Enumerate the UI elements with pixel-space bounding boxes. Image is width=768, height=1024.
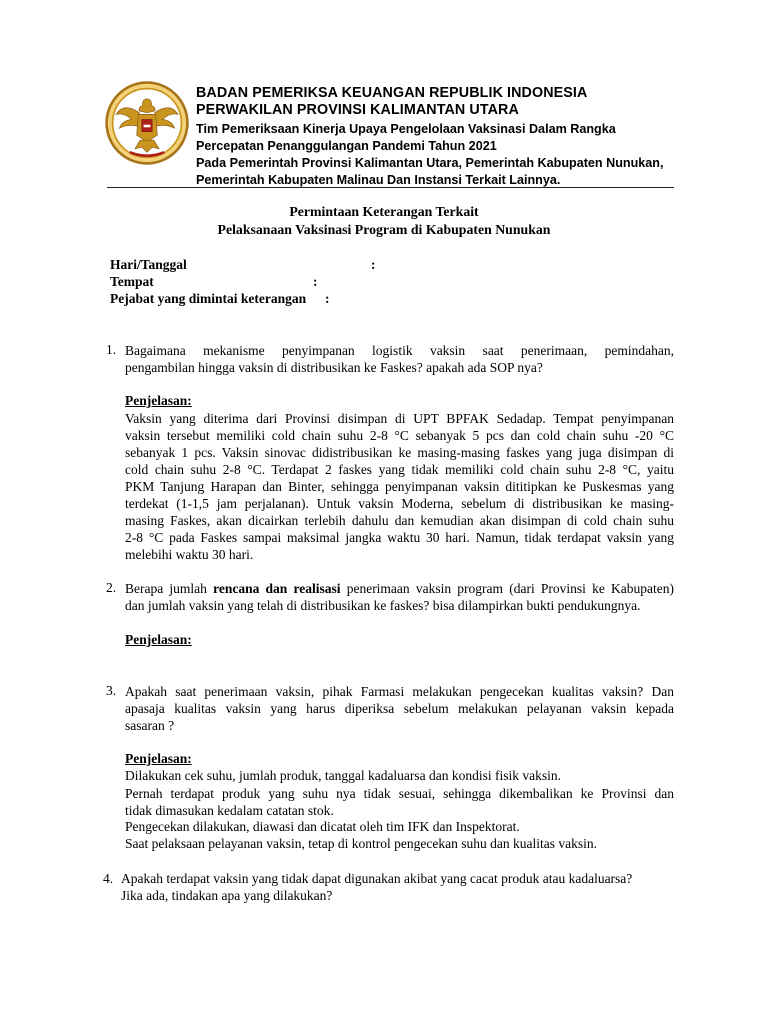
question-2-text bbox=[125, 580, 674, 614]
question-3-text bbox=[125, 683, 674, 734]
answer-3-heading: Penjelasan: bbox=[125, 751, 192, 766]
answer-3-line4: Pengecekan dilakukan, diawasi dan dicatat oleh tim IFK dan Inspektorat. bbox=[125, 819, 520, 834]
answer-1-line: cold chain suhu 2-8 °C. Terdapat 2 faskes yang tidak memiliki cold chain suhu 2-8 °C, yaitu bbox=[125, 462, 674, 477]
question-3-line: apasaja kualitas vaksin yang harus diperiksa sebelum melakukan pelayanan vaksin kepada bbox=[125, 701, 674, 716]
answer-3-para bbox=[125, 785, 674, 819]
official-colon: : bbox=[325, 291, 330, 306]
question-number: 3. bbox=[106, 683, 117, 698]
answer-3-line5: Saat pelaksaan pelayanan vaksin, tetap di kontrol pengecekan suhu dan kualitas vaksin. bbox=[125, 836, 597, 851]
answer-3-line3: tidak dimasukan kedalam catatan stok. bbox=[125, 803, 334, 818]
question-3-line: sasaran ? bbox=[125, 718, 175, 733]
answer-1-line: melebihi waktu 30 hari. bbox=[125, 547, 254, 562]
answer-1-line: 2-8 °C pada Faskes sampai maksimal jangka waktu 30 hari. Namun, tidak terdapat vaksin yang bbox=[125, 530, 674, 545]
question-number: 4. bbox=[103, 871, 114, 886]
question-3-line: Apakah saat penerimaan vaksin, pihak Farmasi melakukan pengecekan kualitas vaksin? Dan bbox=[125, 684, 674, 699]
place-colon: : bbox=[313, 274, 318, 289]
answer-1-line: PKM Tanjung Harapan dan Binter, sehingga penyimpanan vaksin dititipkan ke Puskesmas yang bbox=[125, 479, 674, 494]
answer-1-heading: Penjelasan: bbox=[125, 393, 192, 408]
date-colon: : bbox=[371, 257, 376, 272]
question-2-text-before: Berapa jumlah bbox=[125, 581, 214, 596]
header-divider bbox=[107, 187, 674, 188]
answer-1-line: terdekat (1-1,5 jam perjalanan). Untuk vaksin Moderna, sebelum di distribusikan ke masing- bbox=[125, 496, 674, 511]
garuda-emblem-icon bbox=[104, 80, 190, 166]
place-label: Tempat bbox=[110, 274, 154, 289]
team-line3: Pada Pemerintah Provinsi Kalimantan Utara, Pemerintah Kabupaten Nunukan, bbox=[196, 156, 664, 170]
answer-1-line: masing Faskes, akan dicairkan terlebih dahulu dan kemudian akan disimpan di cold chain suhu bbox=[125, 513, 674, 528]
question-2-line1 bbox=[125, 580, 674, 597]
question-4-line2: Jika ada, tindakan apa yang dilakukan? bbox=[121, 888, 333, 903]
date-label: Hari/Tanggal bbox=[110, 257, 187, 272]
question-1-line: pengambilan hingga vaksin di distribusikan ke Faskes? apakah ada SOP nya? bbox=[125, 360, 543, 375]
question-4-line1: Apakah terdapat vaksin yang tidak dapat digunakan akibat yang cacat produk atau kadaluarsa? bbox=[121, 871, 633, 886]
question-number: 2. bbox=[106, 580, 117, 595]
document-title-line1: Permintaan Keterangan Terkait bbox=[289, 204, 479, 219]
org-name-line1: BADAN PEMERIKSA KEUANGAN REPUBLIK INDONESIA bbox=[196, 85, 588, 101]
answer-2-heading: Penjelasan: bbox=[125, 632, 192, 647]
answer-3-line2: Pernah terdapat produk yang suhu nya tidak sesuai, sehingga dikembalikan ke Provinsi dan bbox=[125, 786, 674, 801]
answer-1-line: Vaksin yang diterima dari Provinsi disimpan di UPT BPFAK Sedadap. Tempat penyimpanan bbox=[125, 411, 674, 426]
question-number: 1. bbox=[106, 342, 117, 357]
question-2-text-after: penerimaan vaksin program (dari Provinsi ke Kabupaten) bbox=[340, 581, 674, 596]
org-name-line2: PERWAKILAN PROVINSI KALIMANTAN UTARA bbox=[196, 102, 519, 118]
question-2-bold-text: rencana dan realisasi bbox=[213, 581, 341, 596]
team-line4: Pemerintah Kabupaten Malinau Dan Instansi Terkait Lainnya. bbox=[196, 173, 561, 187]
answer-1-text bbox=[125, 410, 674, 563]
answer-1-line: vaksin tersebut memiliki cold chain suhu 2-8 °C sebanyak 5 pcs dan cold chain suhu -20 °C bbox=[125, 428, 674, 443]
team-line2: Percepatan Penanggulangan Pandemi Tahun 2021 bbox=[196, 139, 497, 153]
question-1-text bbox=[125, 342, 674, 376]
question-2-line2: dan jumlah vaksin yang telah di distribusikan ke faskes? bisa dilampirkan bukti pendukungnya. bbox=[125, 598, 641, 613]
answer-3-line1: Dilakukan cek suhu, jumlah produk, tanggal kadaluarsa dan kondisi fisik vaksin. bbox=[125, 768, 562, 783]
question-1-line: Bagaimana mekanisme penyimpanan logistik vaksin saat penerimaan, pemindahan, bbox=[125, 343, 674, 358]
answer-1-line: sebanyak 1 pcs. Vaksin sinovac didistribusikan ke masing-masing faskes yang juga disimpan di bbox=[125, 445, 674, 460]
document-title-line2: Pelaksanaan Vaksinasi Program di Kabupaten Nunukan bbox=[217, 222, 551, 237]
official-label: Pejabat yang dimintai keterangan bbox=[110, 291, 307, 306]
team-line1: Tim Pemeriksaan Kinerja Upaya Pengelolaan Vaksinasi Dalam Rangka bbox=[196, 122, 616, 136]
